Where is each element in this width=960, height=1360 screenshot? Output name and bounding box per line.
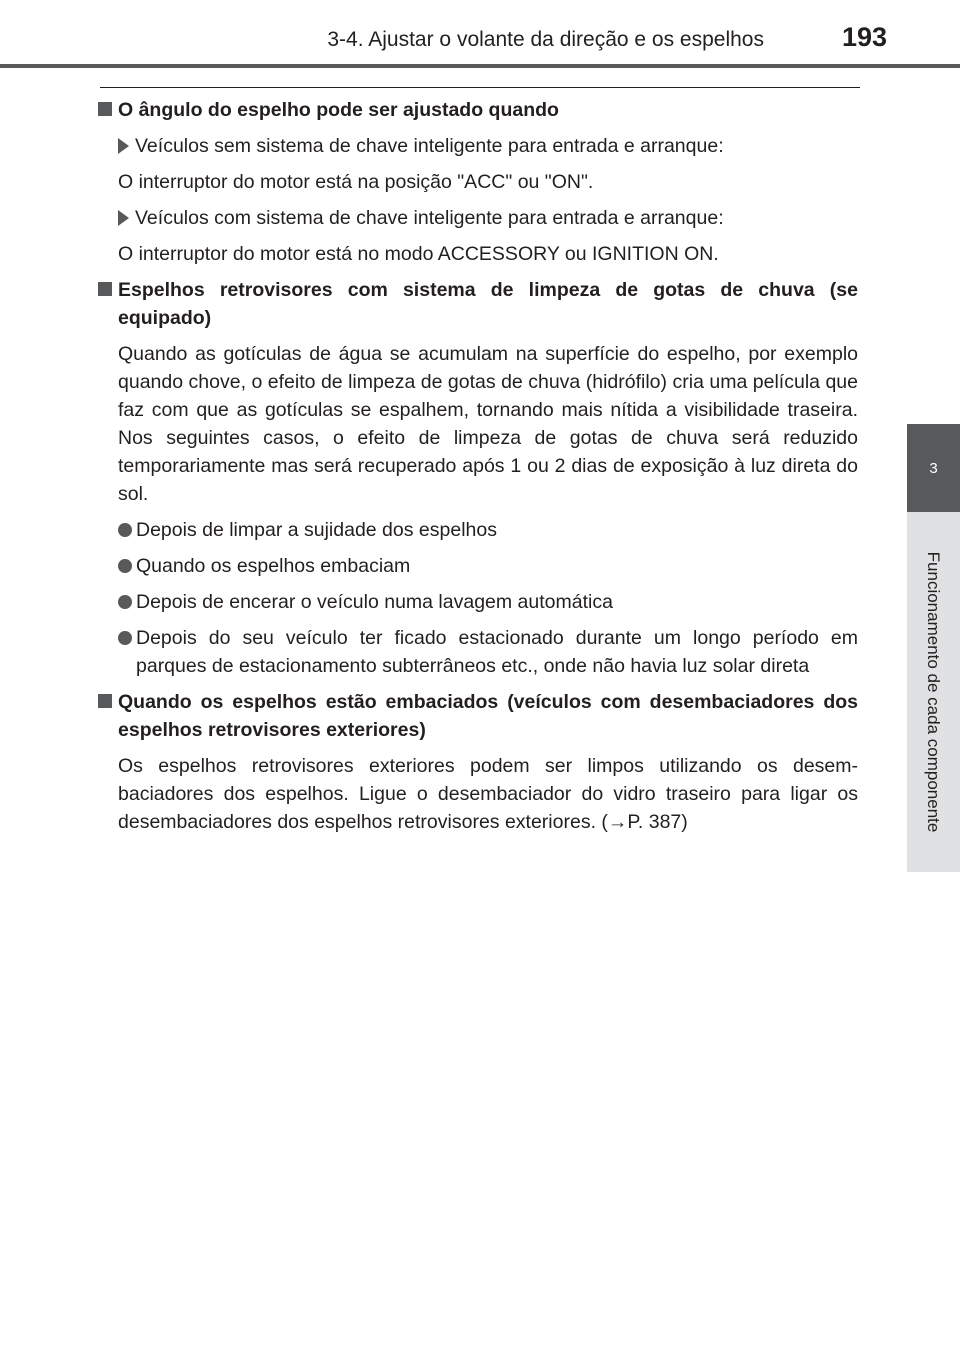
square-bullet-icon bbox=[98, 282, 112, 296]
list-item-text: Depois do seu veículo ter ficado estacionado durante um longo período em parques de estacionamento subterrâneos etc., onde não havia luz solar direta bbox=[136, 627, 858, 677]
sub-item bbox=[118, 204, 858, 232]
list-item bbox=[118, 516, 858, 544]
paragraph: O interruptor do motor está no modo ACCESSORY ou IGNITION ON. bbox=[118, 243, 719, 265]
sub-item-text: Veículos sem sistema de chave inteligente para entrada e arranque: bbox=[135, 135, 724, 157]
page-content bbox=[96, 96, 858, 844]
circle-bullet-icon bbox=[118, 595, 132, 609]
chapter-label: Funcionamento de cada componente bbox=[924, 551, 943, 833]
list-item-text: Depois de limpar a sujidade dos espelhos bbox=[136, 519, 497, 541]
list-item bbox=[118, 588, 858, 616]
section-heading bbox=[96, 96, 858, 124]
section-rule bbox=[100, 87, 860, 88]
section-rain-clearing bbox=[96, 276, 858, 680]
paragraph: Quando as gotículas de água se acumulam na superfície do espelho, por exemplo quando chove, o efeito de limpeza de gotas de chuva (hidrófilo) cria uma película que faz com que as gotículas se espalhem, tornando mais nítida a visibilidade traseira. Nos seguintes casos, o efeito de limpeza de gotas de chuva será reduzido temporariamente mas será recuperado após 1 ou 2 dias de exposição à luz direta do sol. bbox=[118, 343, 858, 505]
chapter-number: 3 bbox=[929, 459, 938, 477]
sub-item bbox=[118, 132, 858, 160]
section-heading-text: Espelhos retrovisores com sistema de limpeza de gotas de chuva (se equipado) bbox=[118, 279, 858, 329]
header-rule bbox=[0, 64, 960, 68]
circle-bullet-icon bbox=[118, 631, 132, 645]
paragraph: Os espelhos retrovisores exteriores podem ser limpos utilizando os desem-baciadores dos espelhos. Ligue o desembaciador do vidro traseiro para ligar os desembaciadores dos espelhos retrovisores exteriores. (→P. 387) bbox=[118, 755, 858, 833]
circle-bullet-icon bbox=[118, 523, 132, 537]
section-heading bbox=[96, 688, 858, 744]
header-title: 3-4. Ajustar o volante da direção e os espelhos bbox=[327, 28, 764, 51]
triangle-bullet-icon bbox=[118, 138, 129, 154]
section-heading-text: O ângulo do espelho pode ser ajustado quando bbox=[118, 99, 559, 121]
list-item bbox=[118, 552, 858, 580]
section-heading bbox=[96, 276, 858, 332]
section-heading-text: Quando os espelhos estão embaciados (veículos com desembaciadores dos espelhos retrovisores exteriores) bbox=[118, 691, 858, 741]
section-defoggers bbox=[96, 688, 858, 836]
square-bullet-icon bbox=[98, 102, 112, 116]
circle-bullet-icon bbox=[118, 559, 132, 573]
list-item-text: Quando os espelhos embaciam bbox=[136, 555, 411, 577]
page-number: 193 bbox=[842, 22, 888, 52]
triangle-bullet-icon bbox=[118, 210, 129, 226]
square-bullet-icon bbox=[98, 694, 112, 708]
paragraph: O interruptor do motor está na posição "ACC" ou "ON". bbox=[118, 171, 594, 193]
section-mirror-angle bbox=[96, 96, 858, 268]
chapter-tab bbox=[907, 424, 960, 512]
sub-item-text: Veículos com sistema de chave inteligente para entrada e arranque: bbox=[135, 207, 724, 229]
list-item-text: Depois de encerar o veículo numa lavagem automática bbox=[136, 591, 613, 613]
list-item bbox=[118, 624, 858, 680]
